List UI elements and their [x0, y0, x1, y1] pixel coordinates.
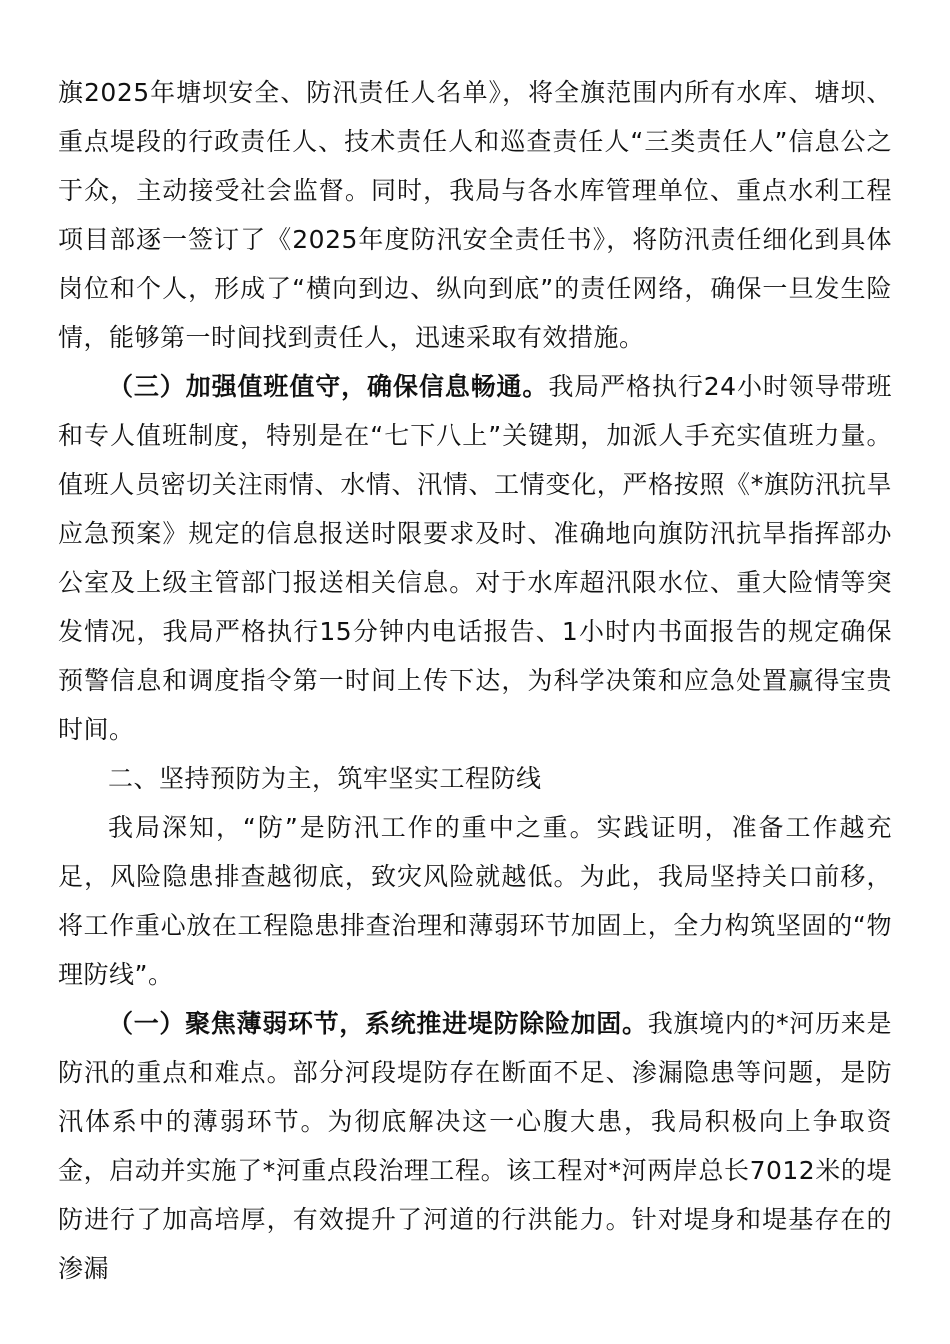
paragraph-text: 我局深知，“防”是防汛工作的重中之重。实践证明，准备工作越充足，风险隐患排查越彻底，致灾风险就越低。为此，我局坚持关口前移，将工作重心放在工程隐患排查治理和薄弱环节加固上，全力构筑坚固的“物理防线”。	[58, 813, 892, 989]
section-lead-heading: （三）加强值班值守，确保信息畅通。	[108, 372, 549, 401]
section-heading-prevention	[58, 754, 892, 803]
paragraph-levee-reinforcement	[58, 999, 892, 1293]
section-lead-heading: （一）聚焦薄弱环节，系统推进堤防除险加固。	[108, 1009, 648, 1038]
document-page	[58, 68, 892, 1293]
paragraph-duty-watch	[58, 362, 892, 754]
paragraph-text: 我局严格执行24小时领导带班和专人值班制度，特别是在“七下八上”关键期，加派人手充实值班力量。值班人员密切关注雨情、水情、汛情、工情变化，严格按照《*旗防汛抗旱应急预案》规定的信息报送时限要求及时、准确地向旗防汛抗旱指挥部办公室及上级主管部门报送相关信息。对于水库超汛限水位、重大险情等突发情况，我局严格执行15分钟内电话报告、1小时内书面报告的规定确保预警信息和调度指令第一时间上传下达，为科学决策和应急处置赢得宝贵时间。	[58, 372, 892, 744]
paragraph-text: 我旗境内的*河历来是防汛的重点和难点。部分河段堤防存在断面不足、渗漏隐患等问题，是防汛体系中的薄弱环节。为彻底解决这一心腹大患，我局积极向上争取资金，启动并实施了*河重点段治理工程。该工程对*河两岸总长7012米的堤防进行了加高培厚，有效提升了河道的行洪能力。针对堤身和堤基存在的渗漏	[58, 1009, 892, 1283]
paragraph-text: 旗2025年塘坝安全、防汛责任人名单》，将全旗范围内所有水库、塘坝、重点堤段的行政责任人、技术责任人和巡查责任人“三类责任人”信息公之于众，主动接受社会监督。同时，我局与各水库管理单位、重点水利工程项目部逐一签订了《2025年度防汛安全责任书》，将防汛责任细化到具体岗位和个人，形成了“横向到边、纵向到底”的责任网络，确保一旦发生险情，能够第一时间找到责任人，迅速采取有效措施。	[58, 78, 892, 352]
section-heading-text: 二、坚持预防为主，筑牢坚实工程防线	[108, 764, 542, 793]
paragraph-responsibility-list	[58, 68, 892, 362]
paragraph-prevention-intro	[58, 803, 892, 999]
